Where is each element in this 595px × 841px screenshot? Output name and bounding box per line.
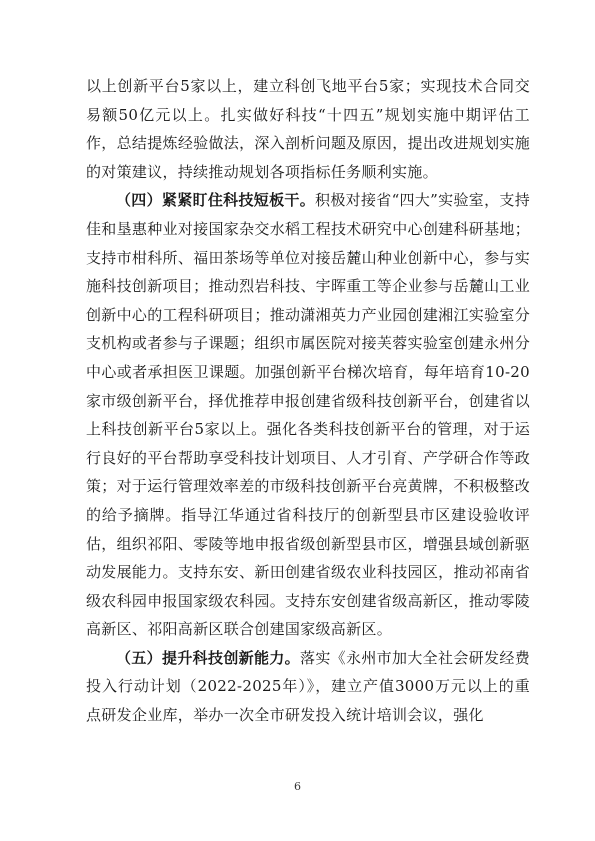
page-body xyxy=(86,72,530,730)
paragraph-continuation xyxy=(86,72,530,186)
paragraph-section-5 xyxy=(86,644,530,730)
section-heading: （五）提升科技创新能力。 xyxy=(116,648,301,667)
paragraph-text: 积极对接省“四大”实验室，支持佳和垦惠种业对接国家杂交水稻工程技术研究中心创建科研基地；支持市柑科所、福田茶场等单位对接岳麓山种业创新中心，参与实施科技创新项目；推动烈岩科技、宇晖重工等企业参与岳麓山工业创新中心的工程科研项目；推动潇湘英力产业园创建湘江实验室分支机构或者参与子课题；组织市属医院对接芙蓉实验室创建永州分中心或者承担医卫课题。加强创新平台梯次培育，每年培育10-20家市级创新平台，择优推荐申报创建省级科技创新平台，创建省以上科技创新平台5家以上。强化各类科技创新平台的管理，对于运行良好的平台帮助享受科技计划项目、人才引育、产学研合作等政策；对于运行管理效率差的市级科技创新平台亮黄牌，不积极整改的给予摘牌。指导江华通过省科技厅的创新型县市区建设验收评估，组织祁阳、零陵等地申报省级创新型县市区，增强县域创新驱动发展能力。支持东安、新田创建省级农业科技园区，推动祁南省级农科园申报国家级农科园。支持东安创建省级高新区，推动零陵高新区、祁阳高新区联合创建国家级高新区。 xyxy=(86,191,530,639)
paragraph-text: 以上创新平台5家以上，建立科创飞地平台5家；实现技术合同交易额50亿元以上。扎实做好科技“十四五”规划实施中期评估工作，总结提炼经验做法，深入剖析问题及原因，提出改进规划实施的对策建议，持续推动规划各项指标任务顺利实施。 xyxy=(86,77,530,181)
paragraph-text: 落实《永州市加大全社会研发经费投入行动计划（2022-2025年）》，建立产值3000万元以上的重点研发企业库，举办一次全市研发投入统计培训会议，强化 xyxy=(86,648,530,725)
paragraph-section-4 xyxy=(86,186,530,644)
section-heading: （四）紧紧盯住科技短板干。 xyxy=(116,191,316,210)
page-number: 6 xyxy=(294,780,301,793)
